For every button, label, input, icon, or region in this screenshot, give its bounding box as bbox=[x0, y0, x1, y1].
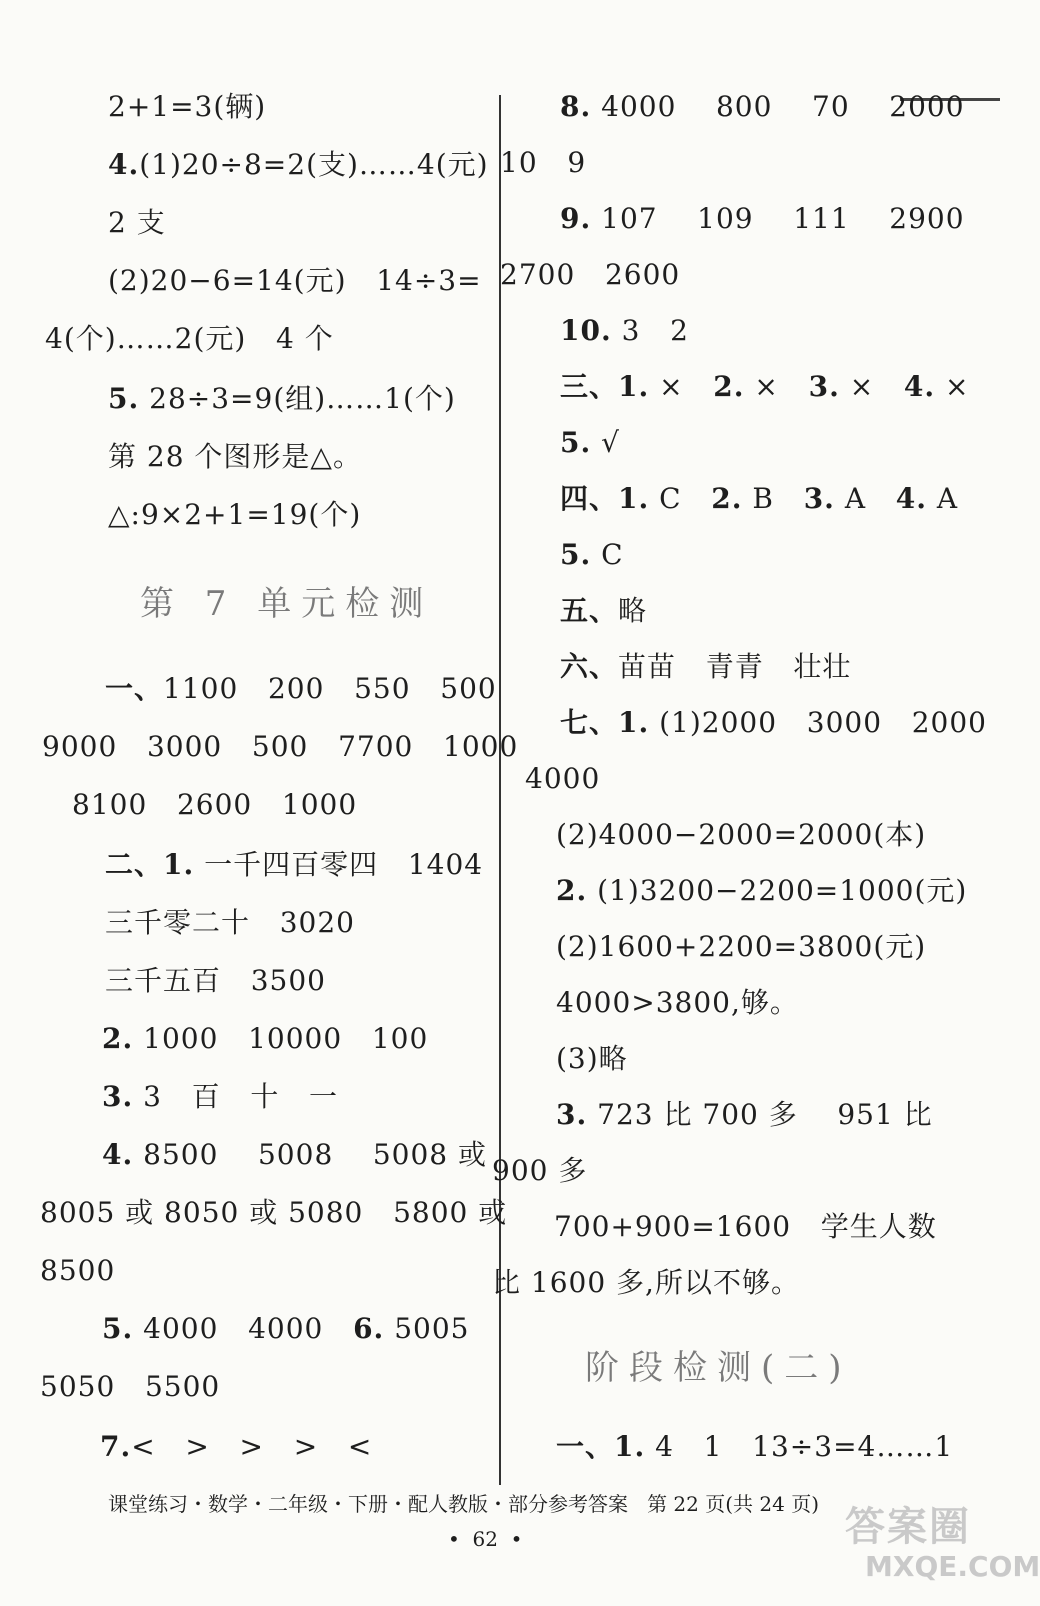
answer-line: 9000 3000 500 7700 1000 bbox=[42, 730, 519, 763]
answer-line: 二、1. 一千四百零四 1404 bbox=[105, 848, 484, 881]
page-number: • 62 • bbox=[448, 1527, 523, 1551]
answer-line: 三千五百 3500 bbox=[105, 964, 326, 997]
answer-line: 9. 107 109 111 2900 bbox=[560, 202, 965, 235]
answer-line: 七、1. (1)2000 3000 2000 bbox=[560, 706, 987, 739]
answer-line: 4(个)……2(元) 4 个 bbox=[45, 322, 334, 355]
answer-line: 4000>3800,够。 bbox=[556, 986, 799, 1019]
answer-line: △:9×2+1=19(个) bbox=[108, 498, 362, 531]
answer-line: 四、1. C 2. B 3. A 4. A bbox=[560, 482, 959, 515]
answer-line: 4. 8500 5008 5008 或 bbox=[102, 1138, 488, 1171]
answer-line: (3)略 bbox=[556, 1042, 628, 1075]
answer-line: 三千零二十 3020 bbox=[105, 906, 355, 939]
answer-line: 4.(1)20÷8=2(支)……4(元) bbox=[108, 148, 489, 181]
answer-line: (2)1600+2200=3800(元) bbox=[556, 930, 927, 963]
answer-line: 8005 或 8050 或 5080 5800 或 bbox=[40, 1196, 508, 1229]
answer-line: 8500 bbox=[40, 1254, 116, 1287]
answer-line: 900 多 bbox=[492, 1154, 588, 1187]
answer-line: 5. 28÷3=9(组)……1(个) bbox=[108, 382, 456, 415]
answer-line: 三、1. × 2. × 3. × 4. × bbox=[560, 370, 970, 403]
answer-line: 第 28 个图形是△。 bbox=[108, 440, 362, 473]
answer-line: 3. 723 比 700 多 951 比 bbox=[556, 1098, 933, 1131]
answer-line: 5050 5500 bbox=[40, 1370, 221, 1403]
answer-line: 2 支 bbox=[108, 206, 166, 239]
section-heading: 阶段检测(二) bbox=[585, 1348, 852, 1388]
section-heading: 第 7 单元检测 bbox=[140, 584, 434, 624]
answer-line: 8. 4000 800 70 2000 bbox=[560, 90, 965, 123]
answer-line: 一、1. 4 1 13÷3=4……1 bbox=[556, 1430, 954, 1463]
answer-line: 5. C bbox=[560, 538, 624, 571]
answer-line: 5. 4000 4000 6. 5005 bbox=[102, 1312, 470, 1345]
answer-line: 2+1=3(辆) bbox=[108, 90, 267, 123]
answer-line: 2700 2600 bbox=[500, 258, 681, 291]
watermark-logo: 答案圈 MXQE.COM bbox=[845, 1504, 1040, 1583]
answer-line: 2. 1000 10000 100 bbox=[102, 1022, 429, 1055]
page-footer: 课堂练习・数学・二年级・下册・配人教版・部分参考答案 第 22 页(共 24 页) bbox=[108, 1492, 820, 1516]
answer-line: 4000 bbox=[525, 762, 601, 795]
answer-line: 10. 3 2 bbox=[560, 314, 689, 347]
answer-line: 700+900=1600 学生人数 bbox=[554, 1210, 937, 1243]
answer-line: 7.< > > > < bbox=[100, 1430, 373, 1463]
answer-line: (2)20−6=14(元) 14÷3= bbox=[108, 264, 482, 297]
answer-line: 8100 2600 1000 bbox=[72, 788, 358, 821]
answer-line: 3. 3 百 十 一 bbox=[102, 1080, 339, 1113]
answer-line: 10 9 bbox=[500, 146, 587, 179]
answer-line: 比 1600 多,所以不够。 bbox=[492, 1266, 800, 1299]
answer-line: 六、苗苗 青青 壮壮 bbox=[560, 650, 852, 683]
answer-line: 一、1100 200 550 500 bbox=[105, 672, 497, 705]
answer-line: 5. √ bbox=[560, 426, 620, 459]
answer-line: 五、略 bbox=[560, 594, 648, 627]
answer-line: 2. (1)3200−2200=1000(元) bbox=[556, 874, 968, 907]
answer-line: (2)4000−2000=2000(本) bbox=[556, 818, 927, 851]
